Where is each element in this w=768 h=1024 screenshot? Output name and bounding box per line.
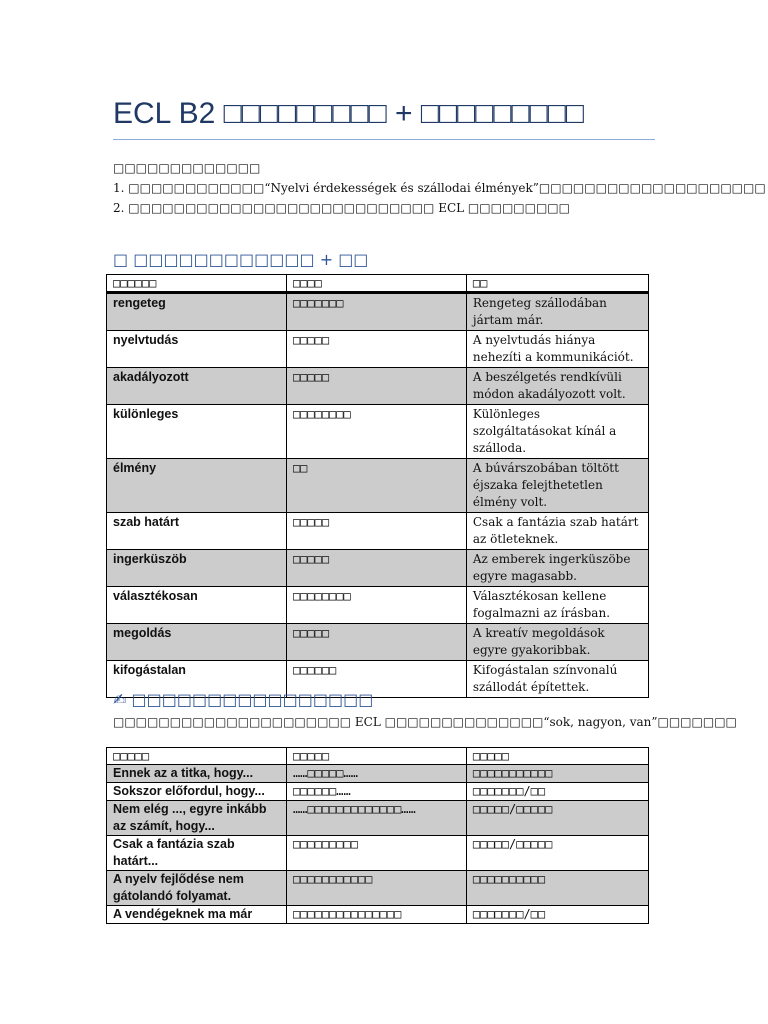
table-row — [107, 783, 649, 801]
intro-block — [113, 158, 766, 218]
vocab-example-cell: Az emberek ingerküszöbe egyre magasabb. — [466, 550, 648, 587]
page-title: ECL B2 □□□□□□□□□ + □□□□□□□□□ — [113, 97, 584, 130]
column-header-meaning: □□□□□ — [286, 748, 466, 765]
phrases-table — [106, 747, 649, 924]
phrase-use-cell: □□□□□□□/□□ — [466, 906, 648, 924]
table-row — [107, 368, 649, 405]
phrase-meaning-cell: □□□□□□□□□□□□□□□ — [286, 906, 466, 924]
phrase-cell: A vendégeknek ma már — [107, 906, 287, 924]
vocab-example-cell: Választékosan kellene fogalmazni az írásban. — [466, 587, 648, 624]
phrases-section-heading: ✍ □□□□□□□□□□□□□□□□ — [113, 690, 374, 709]
phrase-use-cell: □□□□□□□□□□ — [466, 871, 648, 906]
vocab-meaning-cell: □□□□□ — [286, 331, 466, 368]
vocab-example-cell: A búvárszobában töltött éjszaka felejthetetlen élmény volt. — [466, 459, 648, 513]
vocab-word-cell: élmény — [107, 459, 287, 513]
vocab-word-cell: ingerküszöb — [107, 550, 287, 587]
vocabulary-section-heading: □ □□□□□□□□□□□□ + □□ — [113, 250, 369, 269]
phrase-use-cell: □□□□□/□□□□□ — [466, 801, 648, 836]
column-header-example: □□ — [466, 275, 648, 293]
phrase-meaning-cell: ……□□□□□…… — [286, 765, 466, 783]
phrase-meaning-cell: □□□□□□…… — [286, 783, 466, 801]
table-row — [107, 459, 649, 513]
vocab-word-cell: választékosan — [107, 587, 287, 624]
vocab-example-cell: Csak a fantázia szab határt az ötleteknek. — [466, 513, 648, 550]
vocab-meaning-cell: □□□□□ — [286, 550, 466, 587]
phrase-cell: Nem elég ..., egyre inkább az számít, hogy... — [107, 801, 287, 836]
vocab-example-cell: Különleges szolgáltatásokat kínál a szálloda. — [466, 405, 648, 459]
phrase-use-cell: □□□□□/□□□□□ — [466, 836, 648, 871]
vocab-meaning-cell: □□□□□□□□ — [286, 587, 466, 624]
vocab-example-cell: A beszélgetés rendkívüli módon akadályozott volt. — [466, 368, 648, 405]
phrase-meaning-cell: □□□□□□□□□□□ — [286, 871, 466, 906]
phrase-cell: Sokszor előfordul, hogy... — [107, 783, 287, 801]
column-header-phrase: □□□□□ — [107, 748, 287, 765]
vocab-meaning-cell: □□□□□ — [286, 513, 466, 550]
vocab-meaning-cell: □□□□□ — [286, 624, 466, 661]
vocab-meaning-cell: □□□□□□□ — [286, 293, 466, 331]
vocab-word-cell: nyelvtudás — [107, 331, 287, 368]
table-row — [107, 624, 649, 661]
vocab-word-cell: akadályozott — [107, 368, 287, 405]
vocab-meaning-cell: □□□□□□□□ — [286, 405, 466, 459]
table-row — [107, 836, 649, 871]
vocab-meaning-cell: □□□□□ — [286, 368, 466, 405]
table-header-row — [107, 748, 649, 765]
vocab-word-cell: megoldás — [107, 624, 287, 661]
phrase-cell: A nyelv fejlődése nem gátolandó folyamat. — [107, 871, 287, 906]
table-row — [107, 587, 649, 624]
column-header-word: □□□□□□ — [107, 275, 287, 293]
vocab-example-cell: A nyelvtudás hiánya nehezíti a kommunikációt. — [466, 331, 648, 368]
table-row — [107, 331, 649, 368]
column-header-use: □□□□□ — [466, 748, 648, 765]
phrase-meaning-cell: □□□□□□□□□ — [286, 836, 466, 871]
column-header-meaning: □□□□ — [286, 275, 466, 293]
table-header-row — [107, 275, 649, 293]
vocab-word-cell: kifogástalan — [107, 661, 287, 698]
table-row — [107, 801, 649, 836]
vocab-example-cell: A kreatív megoldások egyre gyakoribbak. — [466, 624, 648, 661]
intro-item-1: 1. □□□□□□□□□□□□“Nyelvi érdekességek és szállodai élmények”□□□□□□□□□□□□□□□□□□□□ — [113, 181, 766, 195]
intro-heading: □□□□□□□□□□□□□ — [113, 161, 261, 175]
phrase-cell: Csak a fantázia szab határt... — [107, 836, 287, 871]
vocab-example-cell: Kifogástalan színvonalú szállodát építettek. — [466, 661, 648, 698]
table-row — [107, 513, 649, 550]
table-row — [107, 405, 649, 459]
table-row — [107, 293, 649, 331]
vocab-word-cell: rengeteg — [107, 293, 287, 331]
table-row — [107, 765, 649, 783]
phrase-use-cell: □□□□□□□□□□□ — [466, 765, 648, 783]
vocab-meaning-cell: □□□□□□ — [286, 661, 466, 698]
phrase-meaning-cell: ……□□□□□□□□□□□□□…… — [286, 801, 466, 836]
vocab-word-cell: szab határt — [107, 513, 287, 550]
table-row — [107, 550, 649, 587]
vocab-word-cell: különleges — [107, 405, 287, 459]
phrase-use-cell: □□□□□□□/□□ — [466, 783, 648, 801]
vocabulary-table — [106, 274, 649, 698]
vocab-example-cell: Rengeteg szállodában jártam már. — [466, 293, 648, 331]
intro-item-2: 2. □□□□□□□□□□□□□□□□□□□□□□□□□□□ ECL □□□□□□□□□ — [113, 201, 570, 215]
table-row — [107, 906, 649, 924]
table-row — [107, 871, 649, 906]
title-underline — [113, 139, 655, 140]
vocab-meaning-cell: □□ — [286, 459, 466, 513]
phrases-section-note: □□□□□□□□□□□□□□□□□□□□□ ECL □□□□□□□□□□□□□□“sok, nagyon, van”□□□□□□□ — [113, 715, 737, 729]
phrase-cell: Ennek az a titka, hogy... — [107, 765, 287, 783]
